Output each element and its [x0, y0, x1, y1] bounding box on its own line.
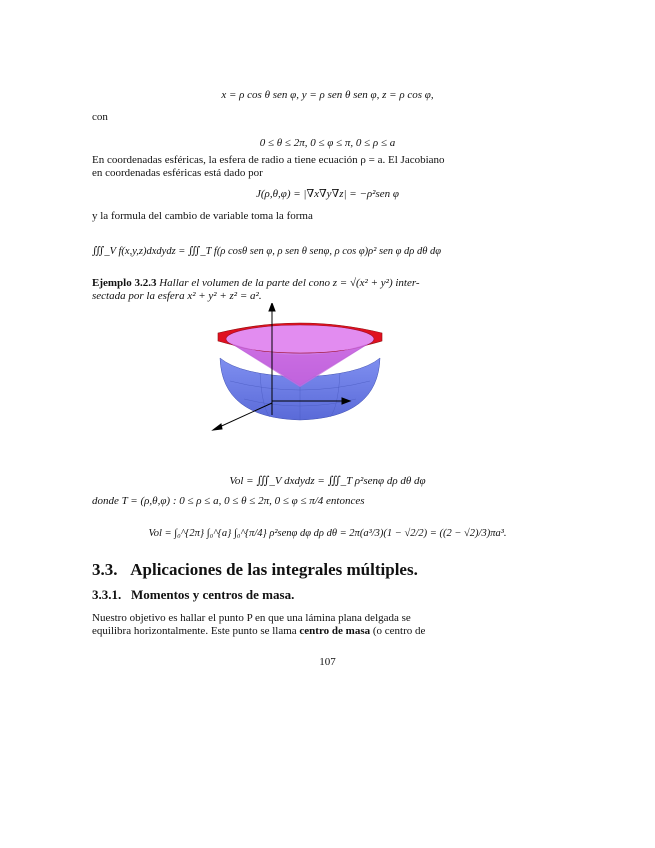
- paragraph-1b: en coordenadas esféricas está dado por: [92, 167, 263, 179]
- change-of-variable-equation: ∭_V f(x,y,z)dxdydz = ∭_T f(ρ cosθ sen φ, ρ sen θ senφ, ρ cos φ)ρ² sen φ dρ dθ dφ: [92, 246, 442, 257]
- subsection-title: Momentos y centros de masa.: [131, 587, 295, 602]
- cone-sphere-figure: [210, 303, 390, 438]
- paragraph-1a: En coordenadas esféricas, la esfera de radio a tiene ecuación ρ = a. El Jacobiano: [92, 154, 445, 166]
- paragraph-2: y la formula del cambio de variable toma la forma: [92, 210, 313, 222]
- paragraph-3a: [92, 611, 472, 625]
- text-con: con: [92, 111, 108, 123]
- page-number: 107: [319, 656, 336, 668]
- paragraph-3b: [92, 624, 472, 638]
- paragraph-3b-pre: equilibra horizontalmente. Este punto se llama: [92, 625, 300, 637]
- example-text-b: sectada por la esfera x² + y² + z² = a².: [92, 290, 262, 302]
- example-text-a: Hallar el volumen de la parte del cono z = √(x² + y²) inter-: [159, 277, 420, 289]
- section-heading: [92, 560, 655, 579]
- subsection-heading: [92, 588, 655, 602]
- paragraph-3a-text: Nuestro objetivo es hallar el punto P en que una lámina plana delgada se: [92, 612, 411, 624]
- volume-equation-2: Vol = ∫₀^{2π} ∫₀^{a} ∫₀^{π/4} ρ²senφ dφ dρ dθ = 2π(a³/3)(1 − √2/2) = ((2 − √2)/3)πa³.: [148, 528, 507, 539]
- volume-equation-1: Vol = ∭_V dxdydz = ∭_T ρ²senφ dρ dθ dφ: [229, 475, 426, 487]
- paragraph-3b-bold: centro de masa: [299, 625, 371, 637]
- bounds-equation: 0 ≤ θ ≤ 2π, 0 ≤ φ ≤ π, 0 ≤ ρ ≤ a: [259, 137, 396, 149]
- example-label: Ejemplo 3.2.3: [92, 277, 157, 289]
- param-equation: x = ρ cos θ sen φ, y = ρ sen θ sen φ, z = ρ cos φ,: [221, 89, 434, 101]
- section-number: 3.3.: [92, 560, 118, 579]
- paragraph-3b-post: (o centro de: [370, 625, 426, 637]
- donde-text: donde T = (ρ,θ,φ) : 0 ≤ ρ ≤ a, 0 ≤ θ ≤ 2π, 0 ≤ φ ≤ π/4 entonces: [92, 495, 365, 507]
- example-line-a: [92, 276, 472, 290]
- section-title: Aplicaciones de las integrales múltiples.: [130, 560, 418, 579]
- jacobian-equation: J(ρ,θ,φ) = |∇x∇y∇z| = −ρ²sen φ: [256, 188, 399, 200]
- subsection-number: 3.3.1.: [92, 587, 122, 602]
